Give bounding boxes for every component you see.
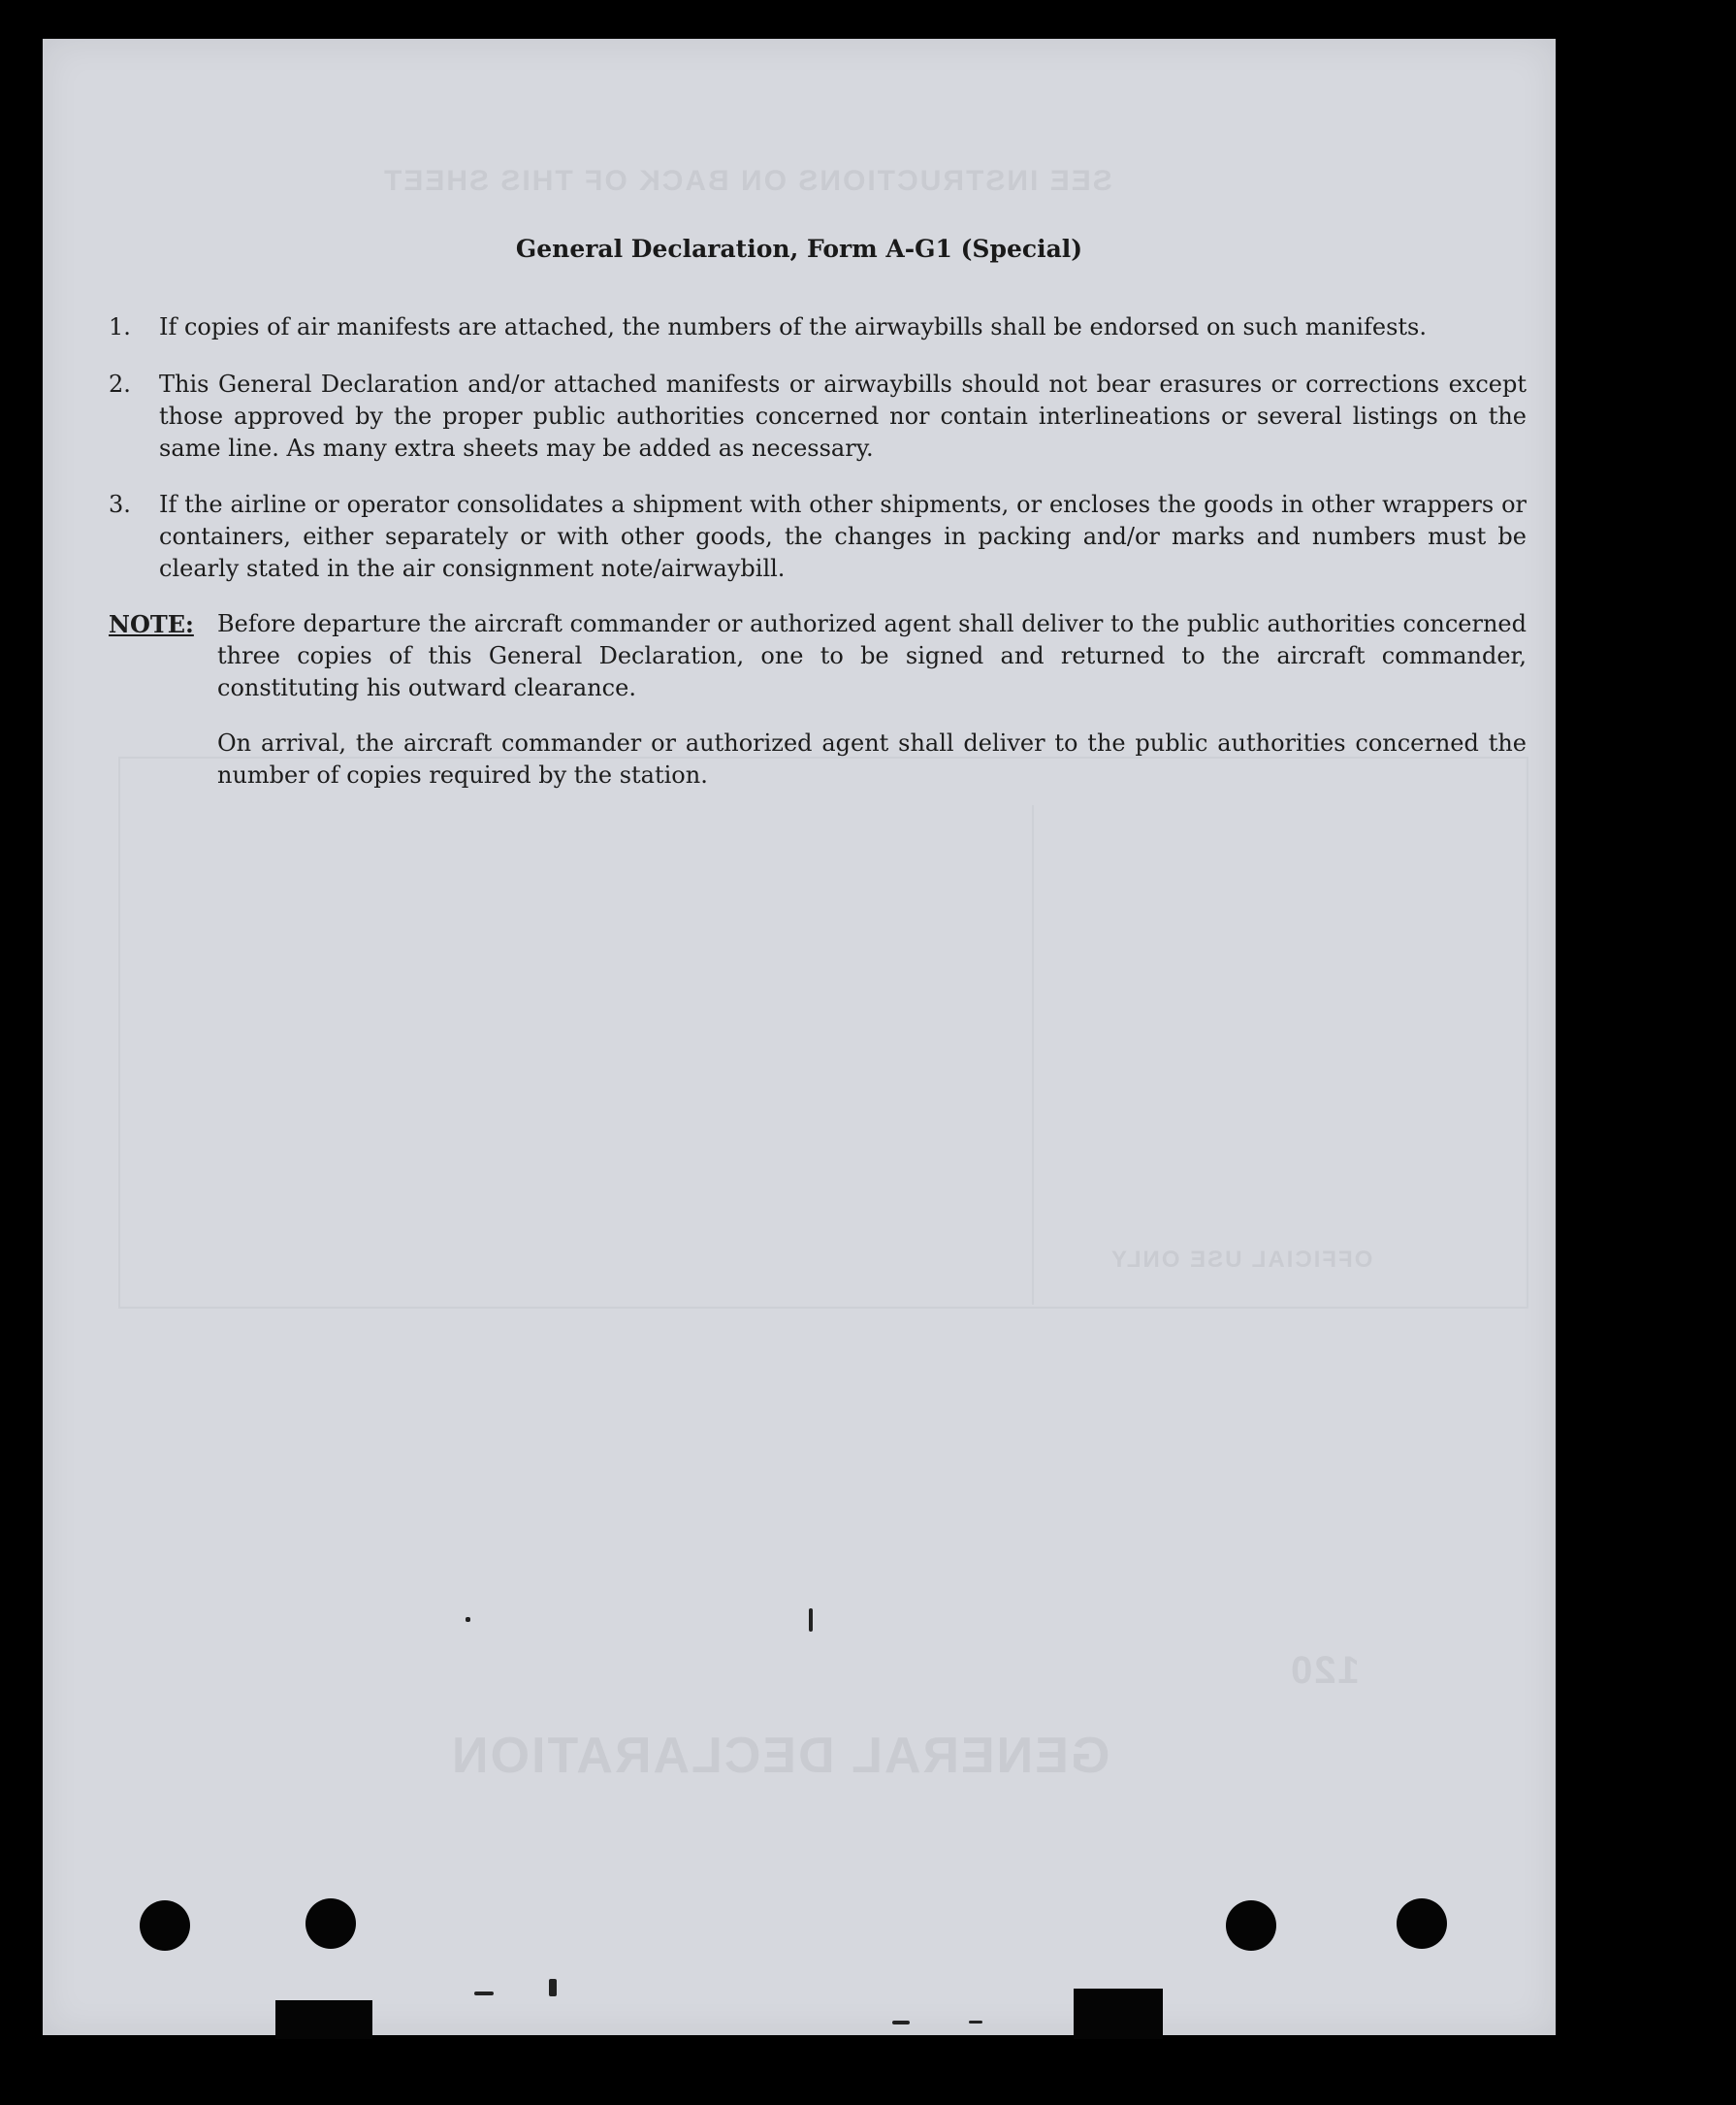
speck (549, 1979, 557, 1996)
document-title: General Declaration, Form A-G1 (Special) (515, 235, 1083, 263)
list-item-text: If the airline or operator consolidates a shipment with other shipments, or encloses the goods in other wrappers or containers, either separately or with other goods, the changes in packing and/or marks and numbers must be clearly stated in the air consignment note/airwaybill. (159, 491, 1527, 582)
document-sheet (43, 39, 1556, 2035)
show-through-official: OFFICIAL USE ONLY (1109, 1247, 1373, 1273)
list-item-number: 1. (109, 313, 131, 340)
list-item-number: 2. (109, 371, 131, 398)
binder-tab (1074, 1989, 1163, 2039)
punch-hole (305, 1898, 356, 1949)
note-label: NOTE: (109, 610, 194, 638)
punch-hole (1397, 1898, 1447, 1949)
speck (474, 1992, 494, 1995)
show-through-form-divider (1032, 805, 1034, 1305)
binder-tab (275, 2000, 372, 2039)
punch-hole (1226, 1900, 1276, 1951)
list-item-2 (109, 369, 1527, 465)
show-through-form-box (118, 757, 1528, 1309)
speck (892, 2021, 910, 2024)
speck (809, 1608, 813, 1632)
show-through-general-declaration: GENERAL DECLARATION (450, 1728, 1110, 1784)
note-paragraph-2: On arrival, the aircraft commander or authorized agent shall deliver to the public authorities concerned the number of copies required by the station. (217, 729, 1527, 789)
show-through-header: SEE INSTRUCTIONS ON BACK OF THIS SHEET (382, 165, 1112, 197)
show-through-number: 120 (1289, 1649, 1360, 1692)
speck (969, 2021, 982, 2024)
speck (466, 1617, 470, 1622)
list-item-3 (109, 489, 1527, 585)
list-item-text: This General Declaration and/or attached manifests or airwaybills should not bear erasures or corrections except those approved by the proper public authorities concerned nor contain interlineations or several listings on the same line. As many extra sheets may be added as necessary. (159, 371, 1527, 462)
list-item-number: 3. (109, 491, 131, 518)
note-paragraph-1: Before departure the aircraft commander or authorized agent shall deliver to the public authorities concerned three copies of this General Declaration, one to be signed and returned to the aircraft commander, constituting his outward clearance. (217, 610, 1527, 701)
list-item-text: If copies of air manifests are attached, the numbers of the airwaybills shall be endorsed on such manifests. (159, 313, 1427, 340)
list-item-1 (109, 311, 1527, 343)
punch-hole (140, 1900, 190, 1951)
